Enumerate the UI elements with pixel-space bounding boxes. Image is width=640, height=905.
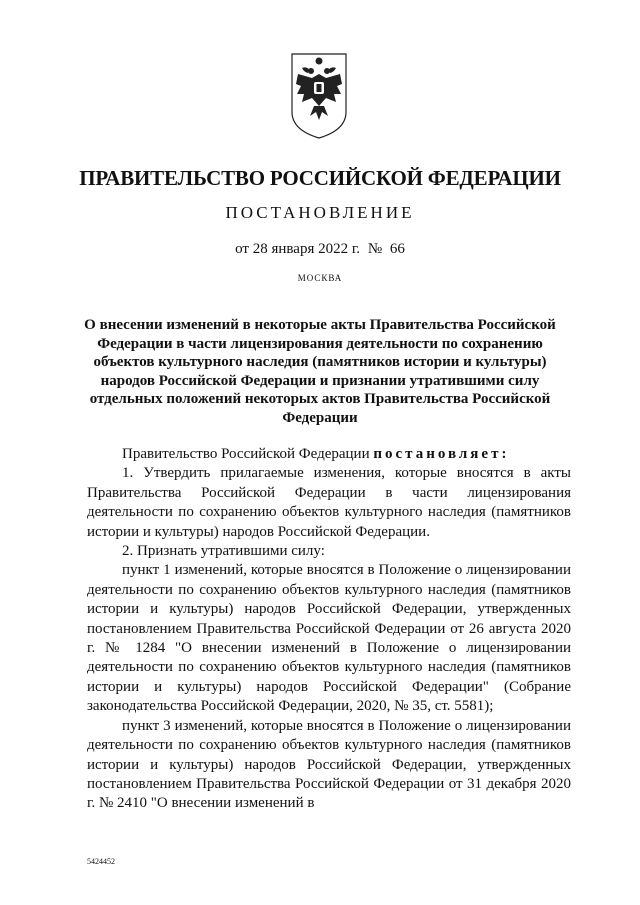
- city-label: МОСКВА: [297, 273, 343, 283]
- subitem-1-paragraph: пункт 1 изменений, которые вносятся в Положение о лицензировании деятельности по сохранению объектов культурного наследия (памятников истории и культуры) народов Российской Федерации, утвержденных постановлением Правительства Российской Федерации от 26 августа 2020 г. № 1284 "О внесении изменений в Положение о лицензировании деятельности по сохранению объектов культурного наследия (памятников истории и культуры) народов Российской Федерации" (Собрание законодательства Российской Федерации, 2020, № 35, ст. 5581);: [87, 562, 571, 715]
- organization-heading: ПРАВИТЕЛЬСТВО РОССИЙСКОЙ ФЕДЕРАЦИИ: [79, 166, 561, 190]
- preamble-keyword: постановляет:: [373, 446, 510, 462]
- item-1-paragraph: 1. Утвердить прилагаемые изменения, которые вносятся в акты Правительства Российской Федерации в части лицензирования деятельности по сохранению объектов культурного наследия (памятников истории и культуры) народов Российской Федерации.: [87, 465, 571, 540]
- document-id: 5424452: [87, 857, 115, 866]
- document-type-heading: ПОСТАНОВЛЕНИЕ: [225, 203, 415, 222]
- document-title: О внесении изменений в некоторые акты Правительства Российской Федерации в части лицензирования деятельности по сохранению объектов культурного наследия (памятников истории и культуры) народов Российской Федерации и признании утратившими силу отдельных положений некоторых актов Правительства Российской Федерации: [84, 317, 556, 426]
- date-line: [0, 241, 640, 258]
- number-sign: №: [367, 241, 383, 257]
- preamble-text: Правительство Российской Федерации: [122, 446, 370, 462]
- date-prefix: от: [235, 241, 249, 257]
- document-body: [87, 445, 571, 814]
- document-date: 28 января 2022 г.: [252, 241, 361, 257]
- subitem-2-paragraph: пункт 3 изменений, которые вносятся в Положение о лицензировании деятельности по сохранению объектов культурного наследия (памятников истории и культуры) народов Российской Федерации, утвержденных постановлением Правительства Российской Федерации от 31 декабря 2020 г. № 2410 "О внесении изменений в: [87, 717, 571, 812]
- item-2-paragraph: 2. Признать утратившими силу:: [122, 543, 325, 560]
- document-number: 66: [389, 241, 405, 257]
- preamble-paragraph: [87, 445, 571, 464]
- coat-of-arms-emblem: [288, 50, 350, 142]
